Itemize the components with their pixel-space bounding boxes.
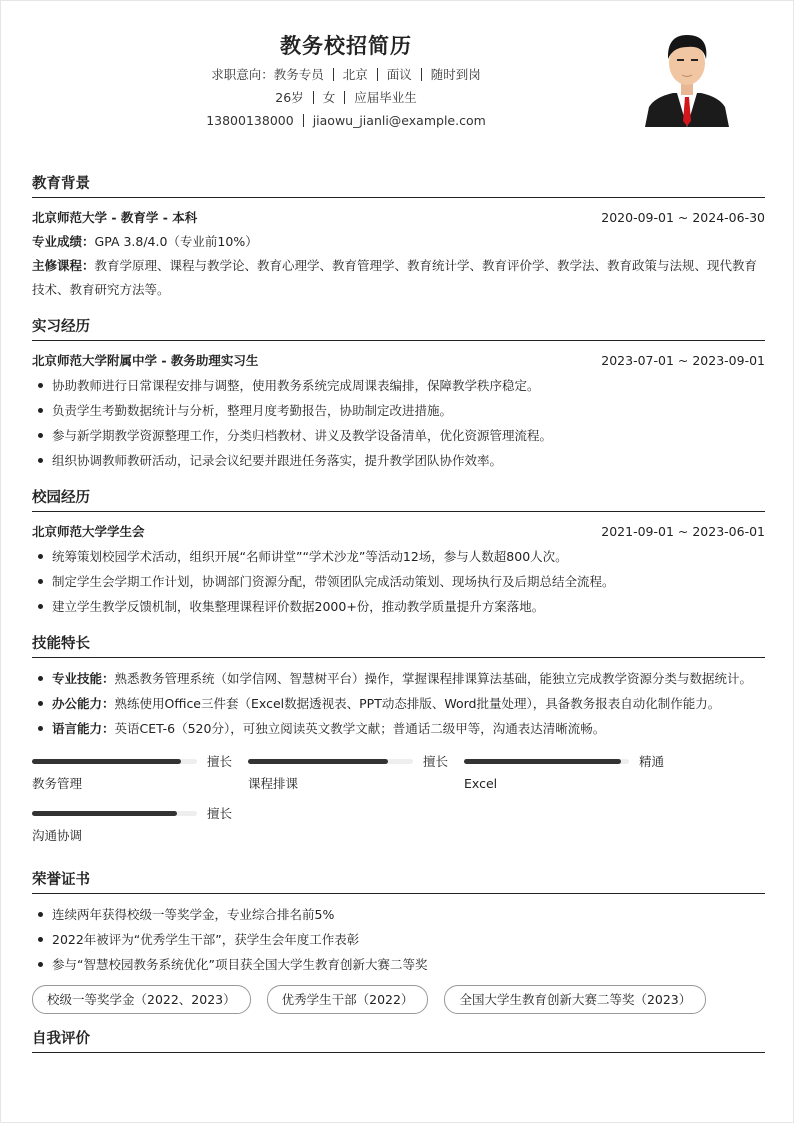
skill-name: 教务管理	[32, 776, 83, 791]
skill-progress	[32, 759, 197, 764]
skill-name: 沟通协调	[32, 828, 83, 843]
list-item: 协助教师进行日常课程安排与调整，使用教务系统完成周课表编排，保障教学秩序稳定。	[32, 373, 765, 398]
basic-info: 26岁 女 应届毕业生	[275, 90, 417, 105]
section-self-evaluation: 自我评价	[32, 1026, 765, 1053]
list-item: 专业技能：熟悉教务管理系统（如学信网、智慧树平台）操作，掌握课程排课算法基础，能独立完成教学资源分类与数据统计。	[32, 666, 765, 691]
skill-progress	[32, 811, 197, 816]
skill-bar	[32, 751, 248, 803]
honor-tag: 优秀学生干部（2022）	[267, 985, 429, 1014]
list-item: 连续两年获得校级一等奖学金，专业综合排名前5%	[32, 902, 765, 927]
job-intent: 求职意向：教务专员 北京 面议 随时到岗	[211, 67, 481, 82]
list-item: 建立学生教学反馈机制，收集整理课程评价数据2000+份，推动教学质量提升方案落地。	[32, 594, 765, 619]
list-item: 2022年被评为“优秀学生干部”，获学生会年度工作表彰	[32, 927, 765, 952]
resume-header	[1, 29, 691, 132]
phone: 13800138000	[206, 113, 294, 128]
resume-title: 教务校招简历	[280, 34, 412, 58]
skill-name: 课程排课	[248, 776, 299, 791]
list-item: 负责学生考勤数据统计与分析，整理月度考勤报告，协助制定改进措施。	[32, 398, 765, 423]
list-item: 组织协调教师教研活动，记录会议纪要并跟进任务落实，提升教学团队协作效率。	[32, 448, 765, 473]
skill-progress	[248, 759, 413, 764]
section-internship: 实习经历 北京师范大学附属中学 - 教务助理实习生 2023-07-01 ~ 2023-09-01 协助教师进行日常课程安排与调整，使用教务系统完成周课表编排，保障教学秩序稳定。 负责学生考勤数据统计与分析，整理月度考勤报告，协助制定改进措施。 参与新学期教学资源整理工作，分类归档教材、讲义及教学设备清单，优化资源管理流程。 组织协调教师教研活动，记录会议纪要并跟进任务落实，提升教学团队协作效率。	[32, 314, 765, 473]
skill-level: 擅长	[423, 754, 449, 769]
skill-bar	[32, 803, 248, 855]
list-item: 参与新学期教学资源整理工作，分类归档教材、讲义及教学设备清单，优化资源管理流程。	[32, 423, 765, 448]
skill-name: Excel	[464, 776, 498, 791]
list-item: 统筹策划校园学术活动，组织开展“名师讲堂”“学术沙龙”等活动12场，参与人数超800人次。	[32, 544, 765, 569]
honor-tag: 全国大学生教育创新大赛二等奖（2023）	[444, 985, 706, 1014]
skill-level: 擅长	[207, 754, 233, 769]
skill-bar	[248, 751, 464, 803]
skill-level: 擅长	[207, 806, 233, 821]
honor-tag: 校级一等奖学金（2022、2023）	[32, 985, 251, 1014]
list-item: 参与“智慧校园教务系统优化”项目获全国大学生教育创新大赛二等奖	[32, 952, 765, 977]
list-item: 办公能力：熟练使用Office三件套（Excel数据透视表、PPT动态排版、Word批量处理），具备教务报表自动化制作能力。	[32, 691, 765, 716]
skill-level: 精通	[639, 754, 665, 769]
section-honors: 荣誉证书 连续两年获得校级一等奖学金，专业综合排名前5% 2022年被评为“优秀学生干部”，获学生会年度工作表彰 参与“智慧校园教务系统优化”项目获全国大学生教育创新大赛二等奖 校级一等奖学金（2022、2023） 优秀学生干部（2022） 全国大学生教育创新大赛二等奖（2023）	[32, 867, 765, 1014]
list-item: 语言能力：英语CET-6（520分），可独立阅读英文教学文献；普通话二级甲等，沟通表达清晰流畅。	[32, 716, 765, 741]
skill-bar	[464, 751, 680, 803]
contact-info	[1, 109, 691, 132]
section-education: 教育背景 北京师范大学 - 教育学 - 本科 2020-09-01 ~ 2024-06-30 专业成绩：GPA 3.8/4.0（专业前10%） 主修课程：教育学原理、课程与教学论、教育心理学、教育管理学、教育统计学、教育评价学、教学法、教育政策与法规、现代教育技术、教育研究方法等。	[32, 171, 765, 302]
skill-progress	[464, 759, 629, 764]
section-skills: 技能特长 专业技能：熟悉教务管理系统（如学信网、智慧树平台）操作，掌握课程排课算法基础，能独立完成教学资源分类与数据统计。 办公能力：熟练使用Office三件套（Excel数据透视表、PPT动态排版、Word批量处理），具备教务报表自动化制作能力。 语言能力：英语CET-6（520分），可独立阅读英文教学文献；普通话二级甲等，沟通表达清晰流畅。 擅长 教务管理 擅长 课程排课 精通 Excel 擅长 沟通协调	[32, 631, 765, 855]
avatar	[641, 29, 733, 127]
section-campus: 校园经历 北京师范大学学生会 2021-09-01 ~ 2023-06-01 统筹策划校园学术活动，组织开展“名师讲堂”“学术沙龙”等活动12场，参与人数超800人次。 制定学生会学期工作计划，协调部门资源分配，带领团队完成活动策划、现场执行及后期总结全流程。 建立学生教学反馈机制，收集整理课程评价数据2000+份，推动教学质量提升方案落地。	[32, 485, 765, 619]
email: jiaowu_jianli@example.com	[312, 113, 486, 128]
list-item: 制定学生会学期工作计划，协调部门资源分配，带领团队完成活动策划、现场执行及后期总结全流程。	[32, 569, 765, 594]
